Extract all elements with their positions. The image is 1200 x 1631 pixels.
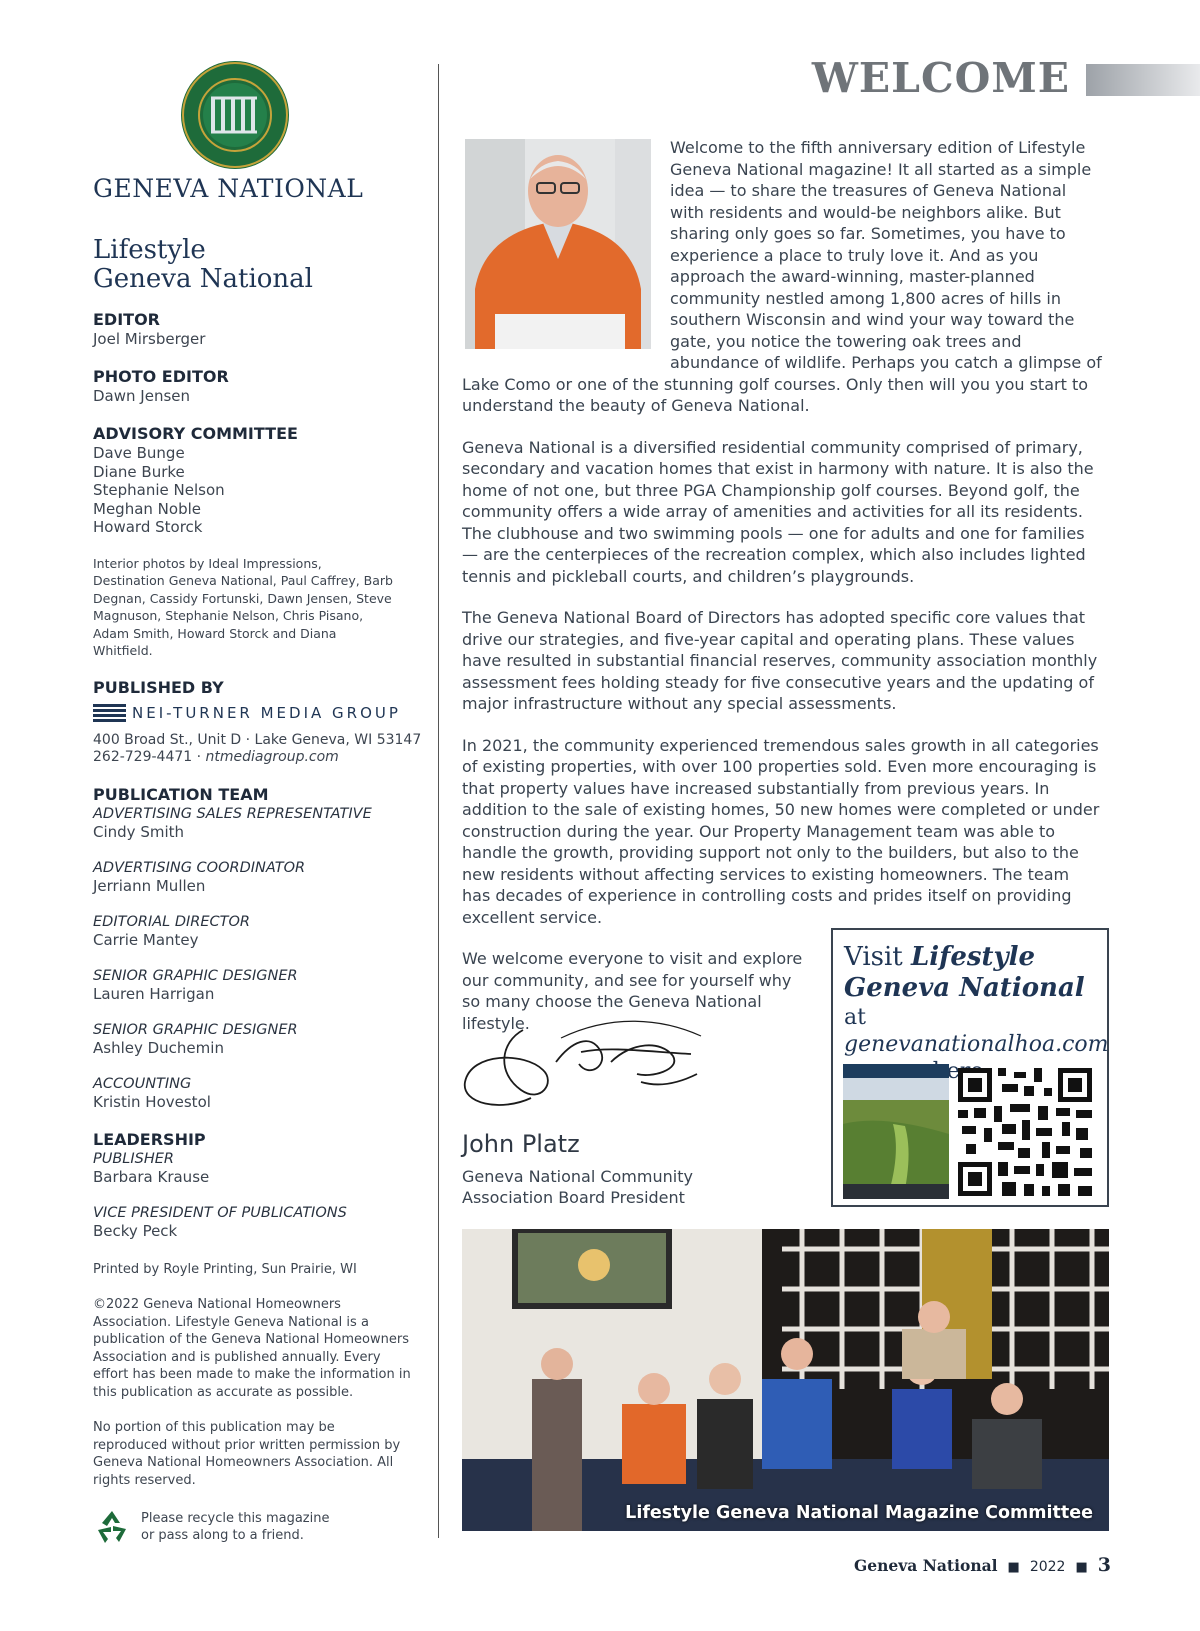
recycle-icon	[93, 1509, 131, 1545]
leader-name: Barbara Krause	[93, 1167, 210, 1186]
page-number: 3	[1097, 1554, 1111, 1576]
footer-separator: ■	[1075, 1560, 1088, 1575]
team-role: EDITORIAL DIRECTOR	[93, 913, 250, 930]
team-role: ADVERTISING SALES REPRESENTATIVE	[93, 805, 372, 822]
recycle-text: Please recycle this magazine or pass along to a friend.	[141, 1511, 330, 1543]
advisory-member: Dave Bunge	[93, 444, 185, 462]
photo-editor-label: PHOTO EDITOR	[93, 367, 229, 386]
signer-title: Geneva National Community Association Board President	[462, 1167, 693, 1207]
leader	[93, 1150, 423, 1187]
column-divider	[438, 64, 439, 1538]
qr-code[interactable]	[958, 1068, 1092, 1196]
visit-text	[833, 930, 1107, 1085]
advisory-member: Stephanie Nelson	[93, 481, 225, 499]
published-by-block	[93, 678, 423, 767]
advisory-label: ADVISORY COMMITTEE	[93, 424, 298, 443]
advisory-member: Meghan Noble	[93, 499, 201, 518]
publisher-address: 400 Broad St., Unit D · Lake Geneva, WI 53147	[93, 731, 422, 748]
magazine-title: Lifestyle Geneva National	[93, 235, 313, 294]
page-footer	[854, 1554, 1111, 1576]
publisher-phone: 262-729-4471 ·	[93, 749, 206, 765]
leader-name: Becky Peck	[93, 1221, 178, 1240]
visit-website-box	[831, 928, 1109, 1207]
team-name: Jerriann Mullen	[93, 876, 206, 895]
team-member	[93, 1021, 423, 1058]
reproduction-notice: No portion of this publication may be reproduced without prior written permission by Geneva National Homeowners Association. All rights reserved.	[93, 1420, 401, 1488]
visit-url-link[interactable]: genevanationalhoa.com	[844, 1032, 1109, 1057]
visit-brand-line1: Lifestyle	[911, 942, 1036, 972]
photo-credits: Interior photos by Ideal Impressions, Destination Geneva National, Paul Caffrey, Barb Degnan, Cassidy Fortunski, Dawn Jensen, Steve Magnuson, Stephanie Nelson, Chris Pisano, Adam Smith, Howard Storck and Diana Whitfield.	[93, 555, 393, 658]
publisher-logo	[93, 702, 423, 724]
team-role: SENIOR GRAPHIC DESIGNER	[93, 967, 298, 984]
team-name: Carrie Mantey	[93, 930, 199, 949]
editor-block	[93, 310, 423, 349]
footer-year: 2022	[1029, 1559, 1066, 1575]
publisher-website-link[interactable]: ntmediagroup.com	[205, 749, 339, 765]
title-gradient-bar	[1086, 64, 1200, 96]
photo-caption: Lifestyle Geneva National Magazine Committee	[625, 1503, 1093, 1523]
magazine-cover-thumbnail	[843, 1064, 949, 1199]
team-name: Cindy Smith	[93, 822, 185, 841]
leader-role: PUBLISHER	[93, 1150, 175, 1167]
section-title: WELCOME	[811, 54, 1070, 102]
team-role: SENIOR GRAPHIC DESIGNER	[93, 1021, 298, 1038]
team-name: Kristin Hovestol	[93, 1092, 211, 1111]
publication-team-label: PUBLICATION TEAM	[93, 784, 269, 804]
recycle-note	[93, 1509, 423, 1545]
photo-editor-block	[93, 367, 423, 406]
editor-name: Joel Mirsberger	[93, 330, 206, 348]
advisory-block	[93, 424, 423, 537]
team-member	[93, 1075, 423, 1112]
article-paragraph: We welcome everyone to visit and explore our community, and see for yourself why so many choose the Geneva National lifestyle.	[462, 949, 803, 1033]
leadership-block	[93, 1130, 423, 1241]
advisory-member: Diane Burke	[93, 462, 185, 481]
footer-brand: Geneva National	[854, 1556, 998, 1575]
publisher-logo-mark	[93, 704, 126, 722]
visit-brand-line2: Geneva National	[844, 973, 1085, 1003]
visit-word: Visit	[844, 942, 912, 972]
committee-photo	[462, 1229, 1109, 1531]
masthead-column	[93, 60, 423, 1545]
published-by-label: PUBLISHED BY	[93, 677, 224, 697]
geneva-national-logo	[93, 60, 373, 210]
team-role: ACCOUNTING	[93, 1075, 192, 1092]
leadership-label: LEADERSHIP	[93, 1129, 206, 1149]
team-member	[93, 805, 423, 842]
advisory-members	[93, 444, 423, 537]
article-paragraph: Welcome to the fifth anniversary edition of Lifestyle Geneva National magazine! It all started as a simple idea — to share the treasures of Geneva National with residents and would-be neighbors alike. But sharing only goes so far. Sometimes, you have to experience a place to truly love it. And as you approach the award-winning, master-planned community nestled among 1,800 acres of hills in southern Wisconsin and wind your way toward the gate, you notice the towering oak trees and abundance of wildlife. Perhaps you catch a glimpse of Lake Como or one of the stunning golf courses. Only then will you you start to understand the beauty of Geneva National.	[462, 138, 1102, 415]
publication-team-block	[93, 785, 423, 1112]
signer-name: John Platz	[462, 1130, 580, 1158]
article-paragraph: The Geneva National Board of Directors has adopted specific core values that drive our strategies, and five-year capital and operating plans. These values have resulted in substantial financial reserves, community association monthly assessment fees holding steady for five consecutive years and the updating of major infrastructure without any special assessments.	[462, 608, 1098, 713]
portrait-spacer	[462, 137, 670, 359]
leader-role: VICE PRESIDENT OF PUBLICATIONS	[93, 1204, 347, 1221]
team-name: Ashley Duchemin	[93, 1038, 224, 1057]
team-name: Lauren Harrigan	[93, 984, 215, 1003]
team-member	[93, 859, 423, 896]
advisory-member: Howard Storck	[93, 518, 203, 536]
publisher-logo-text: NEI-TURNER MEDIA GROUP	[132, 703, 401, 722]
article-paragraph: Geneva National is a diversified residential community comprised of primary, secondary and vacation homes that exist in harmony with nature. It is also the home of not one, but three PGA Championship golf courses. Beyond golf, the community offers a wide array of amenities and activities for all its residents. The clubhouse and two swimming pools — one for adults and one for families — are the centerpieces of the recreation complex, which also includes lighted tennis and pickleball courts, and children’s playgrounds.	[462, 437, 1094, 586]
editor-label: EDITOR	[93, 310, 160, 329]
printed-by: Printed by Royle Printing, Sun Prairie, WI	[93, 1261, 357, 1277]
leader	[93, 1204, 423, 1241]
team-member	[93, 913, 423, 950]
copyright-notice: ©2022 Geneva National Homeowners Association. Lifestyle Geneva National is a publication of the Geneva National Homeowners Association and is published annually. Every effort has been made to make the information in this publication as accurate as possible.	[93, 1297, 411, 1400]
team-member	[93, 967, 423, 1004]
president-signature	[461, 1012, 721, 1122]
footer-separator: ■	[1007, 1560, 1020, 1575]
photo-editor-name: Dawn Jensen	[93, 387, 190, 405]
team-role: ADVERTISING COORDINATOR	[93, 859, 306, 876]
publisher-contact	[93, 749, 423, 767]
welcome-article	[462, 137, 1102, 1054]
article-paragraph: In 2021, the community experienced tremendous sales growth in all categories of existing properties, with over 100 properties sold. Even more encouraging is that property values have increased substantially from previous years. In addition to the sale of existing homes, 50 new homes were completed or under construction during the year. Our Property Management team was able to handle the growth, providing support not only to the builders, but also to the new residents without affecting services to existing homeowners. The team has decades of experience in controlling costs and prides itself on providing excellent service.	[462, 735, 1100, 927]
logo-wordmark: GENEVA NATIONAL	[93, 174, 364, 203]
visit-at: at	[844, 1005, 866, 1030]
